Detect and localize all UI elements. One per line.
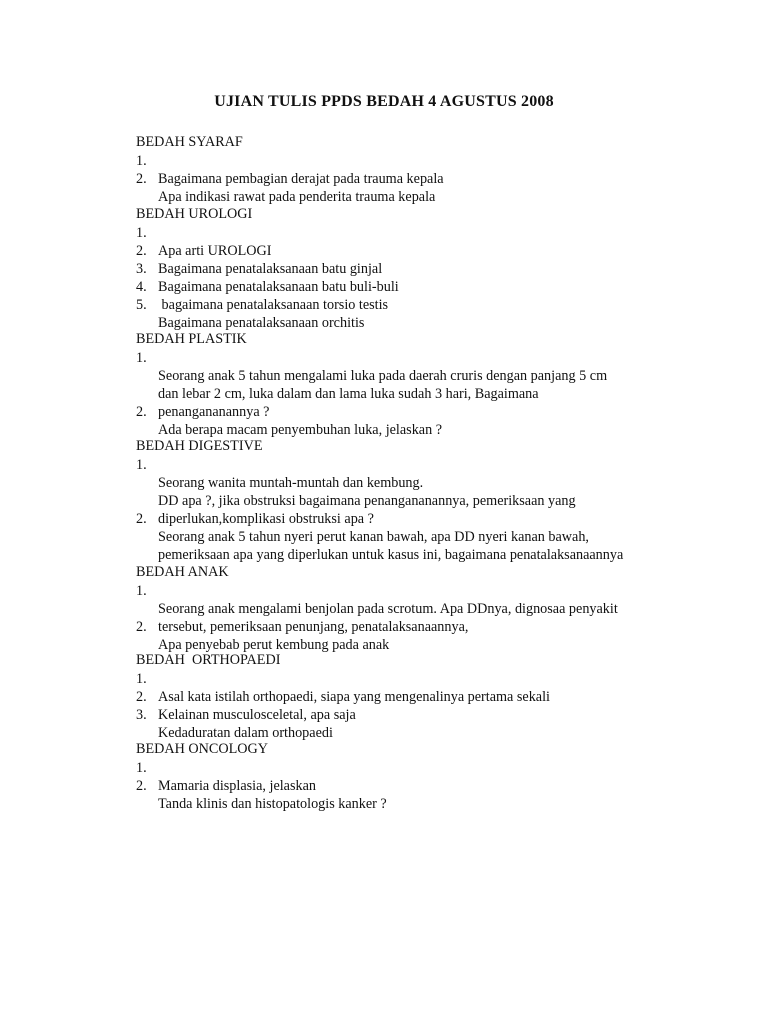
list-item: 2. Seorang anak 5 tahun nyeri perut kanan bawah, apa DD nyeri kanan bawah, pemeriksaan apa yang diperlukan untuk kasus ini, bagaimana penatalaksanaannya — [136, 511, 624, 563]
list-item: 2. Bagaimana penatalaksanaan batu ginjal — [136, 243, 383, 277]
list-item: 1. Seorang anak mengalami benjolan pada scrotum. Apa DDnya, dignosaa penyakit tersebut, pemeriksaan penunjang, penatalaksanaannya, — [136, 583, 618, 635]
list-item: 1. Asal kata istilah orthopaedi, siapa yang mengenalinya pertama sekali — [136, 671, 550, 705]
section-heading-plastik: BEDAH PLASTIK — [136, 331, 247, 347]
section-heading-digestive: BEDAH DIGESTIVE — [136, 438, 263, 454]
list-item: 2. Tanda klinis dan histopatologis kanker ? — [136, 778, 387, 812]
list-item: 2. Apa penyebab perut kembung pada anak — [136, 619, 390, 653]
list-item: 1. Mamaria displasia, jelaskan — [136, 760, 316, 794]
list-item: 1. Apa arti UROLOGI — [136, 225, 272, 259]
document-title: UJIAN TULIS PPDS BEDAH 4 AGUSTUS 2008 — [214, 93, 554, 110]
list-item: 2. Apa indikasi rawat pada penderita trauma kepala — [136, 171, 436, 205]
section-heading-orthopaedi: BEDAH ORTHOPAEDI — [136, 652, 281, 668]
list-item: 3. Kedaduratan dalam orthopaedi — [136, 707, 333, 741]
list-item: 1. Seorang anak 5 tahun mengalami luka pada daerah cruris dengan panjang 5 cm dan lebar 2 cm, luka dalam dan lama luka sudah 3 hari, Bagaimana penangananannya ? — [136, 350, 608, 420]
list-item: 5. Bagaimana penatalaksanaan orchitis — [136, 297, 365, 331]
section-heading-anak: BEDAH ANAK — [136, 564, 229, 580]
list-item: 4. bagaimana penatalaksanaan torsio testis — [136, 279, 389, 313]
list-item: 2. Kelainan musculosceletal, apa saja — [136, 689, 356, 723]
list-item: 3. Bagaimana penatalaksanaan batu buli-buli — [136, 261, 399, 295]
section-heading-syaraf: BEDAH SYARAF — [136, 134, 243, 150]
section-heading-oncology: BEDAH ONCOLOGY — [136, 741, 269, 757]
list-item: 2. Ada berapa macam penyembuhan luka, jelaskan ? — [136, 404, 443, 438]
list-item: 1. Bagaimana pembagian derajat pada trauma kepala — [136, 153, 444, 187]
list-item: 1. Seorang wanita muntah-muntah dan kembung. DD apa ?, jika obstruksi bagaimana penangananannya, pemeriksaan yang diperlukan,komplikasi obstruksi apa ? — [136, 457, 576, 527]
section-heading-urologi: BEDAH UROLOGI — [136, 206, 253, 222]
